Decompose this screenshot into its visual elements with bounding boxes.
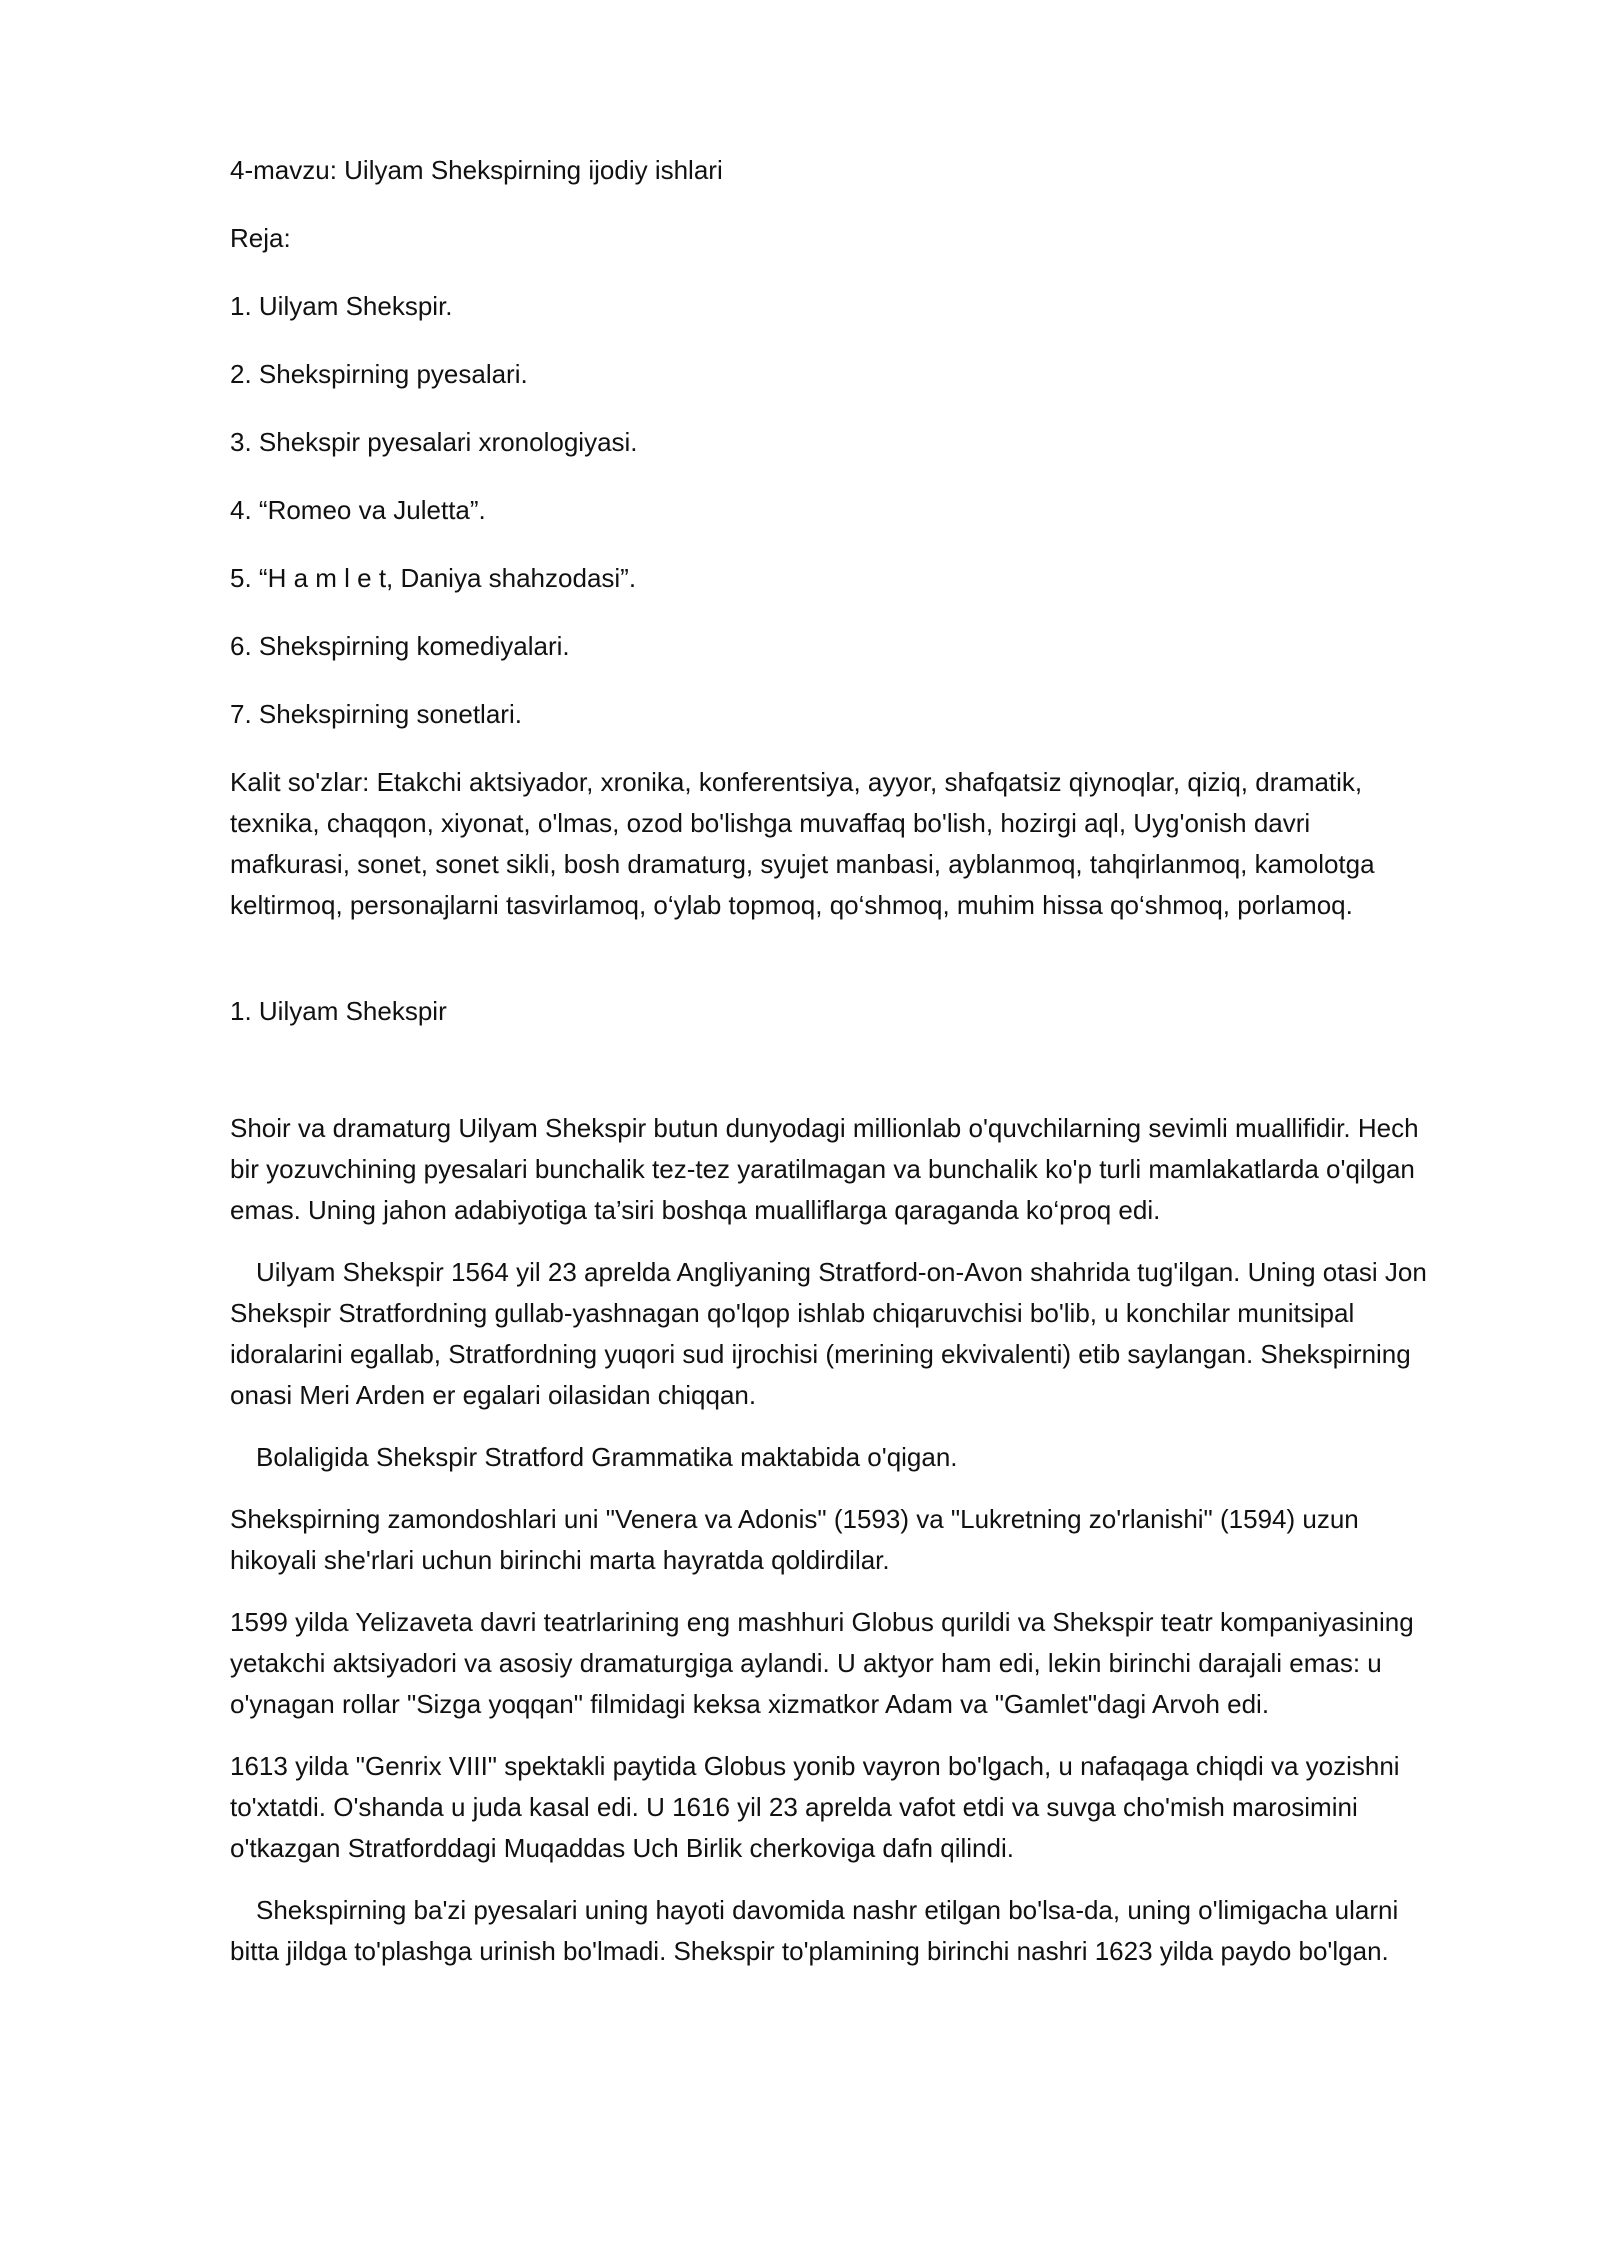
paragraph-line: Shekspirning ba'zi pyesalari uning hayoti davomida nashr etilgan bo'lsa-da, uning o'limigacha ularni xyxy=(256,1895,1399,1925)
body-paragraph xyxy=(230,1437,1490,1478)
paragraph-line: emas. Uning jahon adabiyotiga ta’siri boshqa mualliflarga qaraganda ko‘proq edi. xyxy=(230,1195,1161,1225)
body-paragraph xyxy=(230,1252,1490,1416)
plan-item: 4. “Romeo va Juletta”. xyxy=(230,495,486,525)
plan-label: Reja: xyxy=(230,223,291,253)
plan-item: 2. Shekspirning pyesalari. xyxy=(230,359,528,389)
keywords-line: Kalit so'zlar: Etakchi aktsiyador, xronika, konferentsiya, ayyor, shafqatsiz qiynoqlar, qiziq, dramatik, xyxy=(230,767,1363,797)
keywords-line: keltirmoq, personajlarni tasvirlamoq, o‘ylab topmoq, qo‘shmoq, muhim hissa qo‘shmoq, porlamoq. xyxy=(230,890,1353,920)
body-paragraph xyxy=(230,1499,1490,1581)
plan-item: 1. Uilyam Shekspir. xyxy=(230,291,453,321)
plan-item: 5. “H a m l e t, Daniya shahzodasi”. xyxy=(230,563,637,593)
keywords-paragraph xyxy=(230,762,1490,926)
paragraph-line: Shekspirning zamondoshlari uni "Venera va Adonis" (1593) va "Lukretning zo'rlanishi" (1594) uzun xyxy=(230,1504,1359,1534)
paragraph-line: Shoir va dramaturg Uilyam Shekspir butun dunyodagi millionlab o'quvchilarning sevimli muallifidir. Hech xyxy=(230,1113,1419,1143)
section-heading: 1. Uilyam Shekspir xyxy=(230,996,447,1026)
paragraph-line: to'xtatdi. O'shanda u juda kasal edi. U 1616 yil 23 aprelda vafot etdi va suvga cho'mish marosimini xyxy=(230,1792,1358,1822)
document-page xyxy=(230,150,1490,1993)
keywords-line: texnika, chaqqon, xiyonat, o'lmas, ozod bo'lishga muvaffaq bo'lish, hozirgi aql, Uyg'onish davri xyxy=(230,808,1311,838)
paragraph-line: o'ynagan rollar "Sizga yoqqan" filmidagi keksa xizmatkor Adam va "Gamlet"dagi Arvoh edi. xyxy=(230,1689,1270,1719)
body-paragraph xyxy=(230,1890,1490,1972)
paragraph-line: onasi Meri Arden er egalari oilasidan chiqqan. xyxy=(230,1380,757,1410)
paragraph-line: hikoyali she'rlari uchun birinchi marta hayratda qoldirdilar. xyxy=(230,1545,890,1575)
paragraph-line: Shekspir Stratfordning gullab-yashnagan qo'lqop ishlab chiqaruvchisi bo'lib, u konchilar munitsipal xyxy=(230,1298,1355,1328)
plan-item: 3. Shekspir pyesalari xronologiyasi. xyxy=(230,427,638,457)
body-paragraph xyxy=(230,1602,1490,1725)
paragraph-line: 1613 yilda "Genrix VIII" spektakli paytida Globus yonib vayron bo'lgach, u nafaqaga chiqdi va yozishni xyxy=(230,1751,1400,1781)
body-paragraph xyxy=(230,1746,1490,1869)
paragraph-line: o'tkazgan Stratforddagi Muqaddas Uch Birlik cherkoviga dafn qilindi. xyxy=(230,1833,1014,1863)
document-title: 4-mavzu: Uilyam Shekspirning ijodiy ishlari xyxy=(230,155,723,185)
body-paragraph xyxy=(230,1108,1490,1231)
plan-item: 7. Shekspirning sonetlari. xyxy=(230,699,522,729)
paragraph-line: 1599 yilda Yelizaveta davri teatrlarining eng mashhuri Globus qurildi va Shekspir teatr kompaniyasining xyxy=(230,1607,1414,1637)
paragraph-line: Bolaligida Shekspir Stratford Grammatika maktabida o'qigan. xyxy=(256,1442,958,1472)
plan-item: 6. Shekspirning komediyalari. xyxy=(230,631,570,661)
paragraph-line: bir yozuvchining pyesalari bunchalik tez-tez yaratilmagan va bunchalik ko'p turli mamlakatlarda o'qilgan xyxy=(230,1154,1415,1184)
paragraph-line: yetakchi aktsiyadori va asosiy dramaturgiga aylandi. U aktyor ham edi, lekin birinchi darajali emas: u xyxy=(230,1648,1382,1678)
paragraph-line: Uilyam Shekspir 1564 yil 23 aprelda Angliyaning Stratford-on-Avon shahrida tug'ilgan. Uning otasi Jon xyxy=(256,1257,1427,1287)
paragraph-line: idoralarini egallab, Stratfordning yuqori sud ijrochisi (merining ekvivalenti) etib saylangan. Shekspirning xyxy=(230,1339,1411,1369)
keywords-line: mafkurasi, sonet, sonet sikli, bosh dramaturg, syujet manbasi, ayblanmoq, tahqirlanmoq, kamolotga xyxy=(230,849,1375,879)
paragraph-line: bitta jildga to'plashga urinish bo'lmadi. Shekspir to'plamining birinchi nashri 1623 yilda paydo bo'lgan. xyxy=(230,1936,1389,1966)
